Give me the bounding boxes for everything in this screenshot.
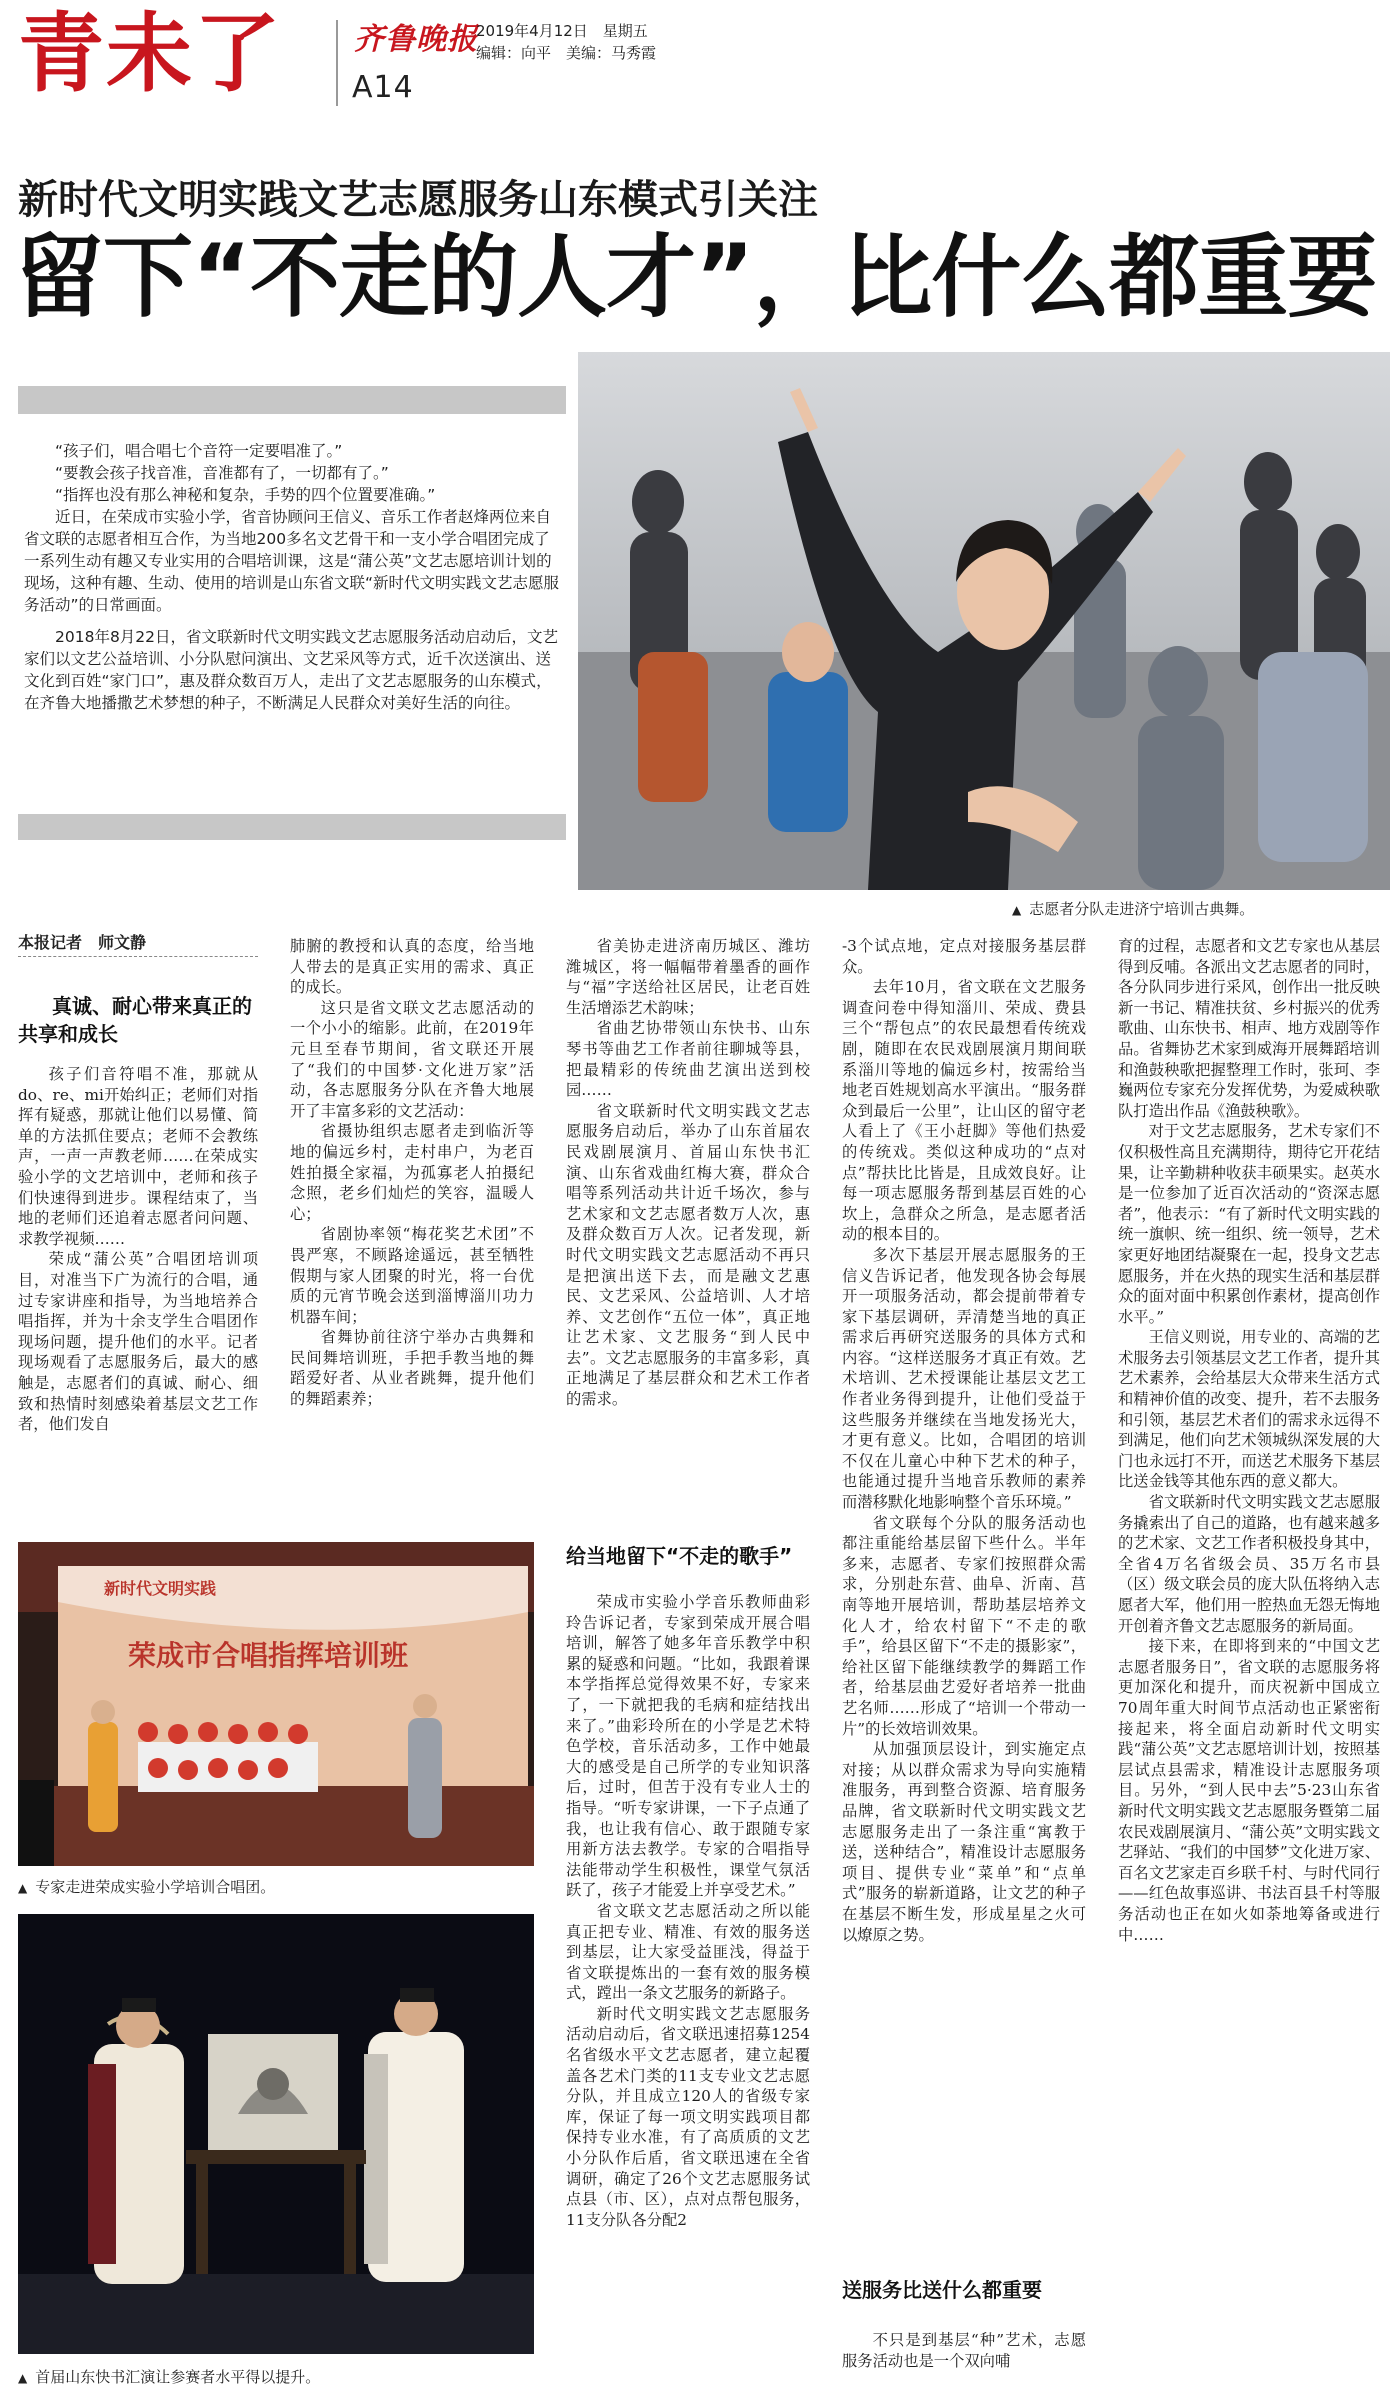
column-1 xyxy=(18,1064,258,1484)
choir-banner-title: 荣成市合唱指挥培训班 xyxy=(128,1639,409,1672)
dance-training-photo xyxy=(578,352,1390,890)
column-4 xyxy=(842,936,1086,2258)
body-paragraph: 省文联文艺志愿活动之所以能真正把专业、精准、有效的服务送到基层，让大家受益匪浅，得益于省文联提炼出的一套有效的服务模式，蹚出一条文艺服务的新路子。 xyxy=(566,1901,810,2003)
subheading-sincerity: 真诚、耐心带来真正的共享和成长 xyxy=(18,994,252,1046)
caption-marker-icon: ▲ xyxy=(18,1881,28,1895)
page-number: A14 xyxy=(352,70,414,105)
choir-training-photo xyxy=(18,1542,534,1866)
body-paragraph: 省文联新时代文明实践文艺志愿服务撬索出了自己的道路，也有越来越多的艺术家、文艺工作者积极投身其中，全省4万名省级会员、35万名市县（区）级文联会员的庞大队伍将纳入志愿者大军，他们用一腔热血无怨无悔地开创着齐鲁文艺志愿服务的新局面。 xyxy=(1118,1493,1380,1635)
column-3-continued xyxy=(566,1592,810,2386)
body-paragraph: 省曲艺协带领山东快书、山东琴书等曲艺工作者前往聊城等县，把最精彩的传统曲艺演出送到校园…… xyxy=(566,1019,810,1100)
subheading-singers: 给当地留下“不走的歌手” xyxy=(566,1544,793,1568)
lead-bottom-bar xyxy=(18,814,566,840)
column-4-continued xyxy=(842,2330,1086,2390)
body-paragraph: 从加强顶层设计，到实施定点对接；从以群众需求为导向实施精准服务，再到整合资源、培育服务品牌，省文联新时代文明实践文艺志愿服务走出了一条注重“寓教于送，送种结合”，精准设计志愿服务项目、提供专业“菜单”和“点单式”服务的崭新道路，让文艺的种子在基层不断生发，形成星星之火可以燎原之势。 xyxy=(842,1740,1086,1944)
choir-banner-small: 新时代文明实践 xyxy=(104,1579,217,1598)
stage-photo-caption: ▲ 首届山东快书汇演让参赛者水平得以提升。 xyxy=(18,2368,321,2386)
editor-credits: 编辑：向平 美编：马秀霞 xyxy=(476,44,657,62)
storytelling-stage-photo xyxy=(18,1914,534,2354)
lead-quote: “要教会孩子找音准，音准都有了，一切都有了。” xyxy=(55,464,389,482)
lead-paragraph: 近日，在荣成市实验小学，省音协顾问王信义、音乐工作者赵烽两位来自省文联的志愿者相互合作，为当地200多名文艺骨干和一支小学合唱团完成了一系列生动有趣又专业实用的合唱培训课，这是“蒲公英”文艺志愿培训计划的现场，这种有趣、生动、使用的培训是山东省文联“新时代文明实践文艺志愿服务活动”的日常画面。 xyxy=(24,508,560,614)
kicker-headline: 新时代文明实践文艺志愿服务山东模式引关注 xyxy=(18,177,818,223)
body-paragraph: 多次下基层开展志愿服务的王信义告诉记者，他发现各协会每展开一项服务活动，都会提前带着专家下基层调研，弄清楚当地的真正需求后再研究送服务的具体方式和内容。“这样送服务才真正有效。艺术培训、艺术授课能让基层文艺工作者业务得到提升，让他们受益于这些服务并继续在当地发扬光大，才更有意义。比如，合唱团的培训不仅在儿童心中种下艺术的种子，也能通过提升当地音乐教师的素养而潜移默化地影响整个音乐环境。” xyxy=(842,1245,1086,1512)
body-paragraph: 不只是到基层“种”艺术，志愿服务活动也是一个双向哺 xyxy=(842,2331,1086,2370)
body-paragraph: 省美协走进济南历城区、潍坊潍城区，将一幅幅带着墨香的画作与“福”字送给社区居民，让老百姓生活增添艺术韵味； xyxy=(566,937,810,1017)
body-paragraph: 王信义则说，用专业的、高端的艺术服务去引领基层文艺工作者，提升其艺术素养，会给基层大众带来生活方式和精神价值的改变、提升，若不去服务和引领，基层艺术者们的需求永远得不到满足，他们向艺术领城纵深发展的大门也永远打不开，而送艺术服务下基层比送金钱等其他东西的意义都大。 xyxy=(1118,1328,1380,1491)
body-paragraph: 省摄协组织志愿者走到临沂等地的偏远乡村，走村串户，为老百姓拍摄全家福，为孤寡老人拍摄纪念照，老乡们灿烂的笑容，温暖人心； xyxy=(290,1122,534,1223)
body-paragraph: 育的过程，志愿者和文艺专家也从基层得到反哺。各派出文艺志愿者的同时，各分队同步进行采风，创作出一批反映新一书记、精准扶贫、乡村振兴的优秀歌曲、山东快书、相声、地方戏剧等作品。省舞协艺术家到威海开展舞蹈培训和渔鼓秧歌把握整理工作时，张珂、李巍两位专家充分发挥优势，为爱威秧歌队打造出作品《渔鼓秧歌》。 xyxy=(1118,937,1380,1120)
body-paragraph: -3个试点地，定点对接服务基层群众。 xyxy=(842,937,1086,976)
body-paragraph: 这只是省文联文艺志愿活动的一个小小的缩影。此前，在2019年元旦至春节期间，省文联还开展了“我们的中国梦·文化进万家”活动，各志愿服务分队在齐鲁大地展开了丰富多彩的文艺活动： xyxy=(290,998,534,1120)
body-paragraph: 孩子们音符唱不准，那就从do、re、mi开始纠正；老师们对指挥有疑惑，那就让他们以易懂、简单的方法抓住要点；老师不会教练声，一声一声教老师……在荣成实验小学的文艺培训中，老师和孩子们快速得到进步。课程结束了，当地的老师们还追着志愿者问问题、求教学视频…… xyxy=(18,1065,258,1248)
byline-divider xyxy=(18,956,258,957)
issue-date: 2019年4月12日 星期五 xyxy=(476,22,648,40)
body-paragraph: 省文联每个分队的服务活动也都注重能给基层留下些什么。半年多来，志愿者、专家们按照群众需求，分别赴东营、曲阜、沂南、莒南等地开展培训，帮助基层培养文化人才，给农村留下“不走的歌手”，给县区留下“不走的摄影家”，给社区留下能继续教学的舞蹈工作者，给基层曲艺爱好者培养一批曲艺名师……形成了“培训一个带动一片”的长效培训效果。 xyxy=(842,1513,1086,1738)
choir-photo-caption: ▲ 专家走进荣成实验小学培训合唱团。 xyxy=(18,1878,276,1896)
body-paragraph: 肺腑的教授和认真的态度，给当地人带去的是真正实用的需求、真正的成长。 xyxy=(290,937,534,997)
body-paragraph: 去年10月，省文联在文艺服务调查问卷中得知淄川、荣成、费县三个“帮包点”的农民最想看传统戏剧，随即在农民戏剧展演月期间联系淄川等地的偏远乡村，按需给当地老百姓规划高水平演出。“服务群众到最后一公里”，让山区的留守老人看上了《王小赶脚》等他们热爱的传统戏。类似这种成功的“点对点”帮扶比比皆是，且成效良好。让每一项志愿服务帮到基层百姓的心坎上，急群众之所急，是志愿者活动的根本目的。 xyxy=(842,978,1086,1244)
column-2 xyxy=(290,936,534,1484)
caption-marker-icon: ▲ xyxy=(18,2371,28,2385)
lead-paragraph: 2018年8月22日，省文联新时代文明实践文艺志愿服务活动启动后，文艺家们以文艺公益培训、小分队慰问演出、文艺采风等方式，近千次送演出、送文化到百姓“家门口”，惠及群众数百万人，走出了文艺志愿服务的山东模式，在齐鲁大地播撒艺术梦想的种子，不断满足人民群众对美好生活的向往。 xyxy=(24,628,559,712)
subheading-service: 送服务比送什么都重要 xyxy=(842,2278,1042,2302)
main-headline: 留下“不走的人才”，比什么都重要 xyxy=(14,225,1377,330)
column-5 xyxy=(1118,936,1380,2388)
lead-quote: “孩子们，唱合唱七个音符一定要唱准了。” xyxy=(55,442,343,460)
caption-marker-icon: ▲ xyxy=(1012,903,1022,917)
lead-quote: “指挥也没有那么神秘和复杂，手势的四个位置要准确。” xyxy=(55,486,436,504)
lead-text xyxy=(24,440,562,714)
body-paragraph: 省舞协前往济宁举办古典舞和民间舞培训班，手把手教当地的舞蹈爱好者、从业者跳舞，提升他们的舞蹈素养； xyxy=(290,1328,534,1409)
column-3 xyxy=(566,936,810,1524)
body-paragraph: 接下来，在即将到来的“中国文艺志愿者服务日”，省文联的志愿服务将更加深化和提升，而庆祝新中国成立70周年重大时间节点活动也正紧密衔接起来，将全面启动新时代文明实践“蒲公英”文艺志愿培训计划，按照基层试点县需求，精准设计志愿服务项目。另外，“到人民中去”5·23山东省新时代文明实践文艺志愿服务暨第二届农民戏剧展演月、“蒲公英”文明实践文艺驿站、“我们的中国梦”文化进万家、百名文艺家走百乡联千村、与时代同行——红色故事巡讲、书法百县千村等服务活动也正在如火如荼地筹备或进行中…… xyxy=(1118,1637,1380,1944)
lead-top-bar xyxy=(18,386,566,414)
body-paragraph: 省剧协率领“梅花奖艺术团”不畏严寒，不顾路途遥远，甚至牺牲假期与家人团聚的时光，将一台优质的元宵节晚会送到淄博淄川功力机器车间； xyxy=(290,1225,534,1326)
body-paragraph: 省文联新时代文明实践文艺志愿服务启动后，举办了山东首届农民戏剧展演月、首届山东快书汇演、山东省戏曲红梅大赛，群众合唱等系列活动共计近千场次，参与艺术家和文艺志愿者数万人次，惠及群众数百万人次。记者发现，新时代文明实践文艺志愿活动不再只是把演出送下去，而是融文艺惠民、文艺采风、公益培训、人才培养、文艺创作“五位一体”，真正地让艺术家、文艺服务“到人民中去”。文艺志愿服务的丰富多彩，真正地满足了基层群众和艺术工作者的需求。 xyxy=(566,1101,810,1409)
body-paragraph: 荣成市实验小学音乐教师曲彩玲告诉记者，专家到荣成开展合唱培训，解答了她多年音乐教学中积累的疑惑和问题。“比如，我跟着课本学指挥总觉得效果不好，专家来了，一下就把我的毛病和症结找出来了。”曲彩玲所在的小学是艺术特色学校，音乐活动多，工作中她最大的感受是自己所学的专业知识落后，过时，但苦于没有专业人士的指导。“听专家讲课，一下子点通了我，也让我有信心、敢于跟随专家用新方法去教学。专家的合唱指导法能带动学生积极性，课堂气氛活跃了，孩子才能爱上并享受艺术。” xyxy=(566,1593,810,1900)
body-paragraph: 新时代文明实践文艺志愿服务活动启动后，省文联迅速招募1254名省级水平文艺志愿者，建立起覆盖各艺术门类的11支专业文艺志愿分队，并且成立120人的省级专家库，保证了每一项文明实践项目都保持专业水准，有了高质质的文艺小分队作后盾，省文联迅速在全省调研，确定了26个文艺志愿服务试点县（市、区），点对点帮包服务，11支分队各分配2 xyxy=(566,2004,810,2229)
body-paragraph: 对于文艺志愿服务，艺术专家们不仅积极性高且充满期待，期待它开花结果，让辛勤耕种收获丰硕果实。赵英水是一位参加了近百次活动的“资深志愿者”，他表示：“有了新时代文明实践的统一旗帜、统一组织、统一领导，艺术家更好地团结凝聚在一起，投身文艺志愿服务，并在火热的现实生活和基层群众的面对面中积累创作素材，提高创作水平。” xyxy=(1118,1122,1380,1326)
section-title: 青未了 xyxy=(18,4,282,104)
masthead-divider xyxy=(336,20,338,106)
byline: 本报记者 师文静 xyxy=(18,933,147,952)
dance-photo-caption: ▲ 志愿者分队走进济宁培训古典舞。 xyxy=(1012,900,1255,918)
newspaper-logo: 齐鲁晚报 xyxy=(354,22,478,57)
body-paragraph: 荣成“蒲公英”合唱团培训项目，对准当下广为流行的合唱，通过专家讲座和指导，为当地培养合唱指挥，并为十余支学生合唱团作现场问题，提升他们的水平。记者现场观看了志愿服务后，最大的感触是，志愿者们的真诚、耐心、细致和热情时刻感染着基层文艺工作者，他们发自 xyxy=(18,1250,258,1434)
